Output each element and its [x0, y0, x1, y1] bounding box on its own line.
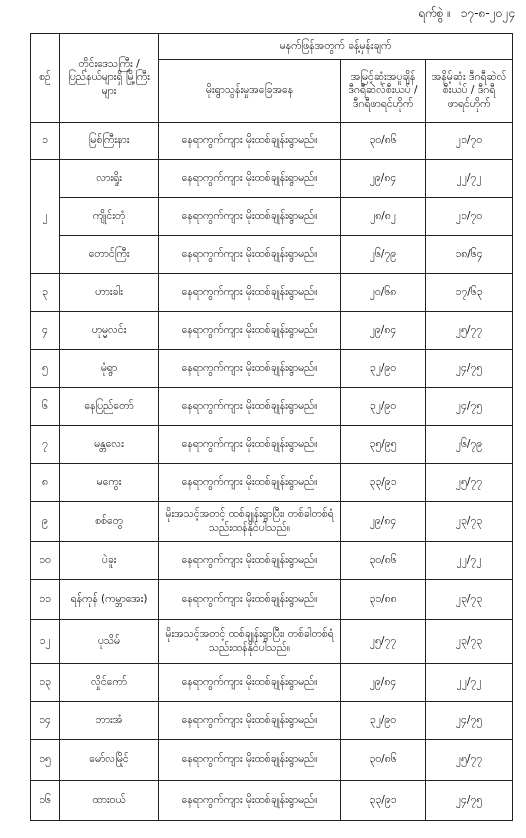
temp-max: ၂၃/၇၃ — [426, 502, 513, 542]
table-row — [31, 740, 513, 781]
header-condition: မိုးရွာသွန်းမှုအခြေအနေ — [159, 60, 341, 123]
city-name: နေပြည်တော် — [60, 388, 159, 426]
rain-condition: နေရာကွက်ကျား မိုးထစ်ချုန်းရွာမည်။ — [159, 274, 341, 312]
table-row — [31, 464, 513, 502]
city-name: ပုသိမ် — [60, 620, 159, 664]
temp-max: ၂၁/၇၀ — [426, 123, 513, 160]
row-number: ၁၅ — [31, 740, 60, 781]
forecast-table — [30, 33, 513, 821]
temp-max: ၂၃/၇၃ — [426, 620, 513, 664]
temp-max: ၂၄/၇၅ — [426, 388, 513, 426]
row-number: ၁၀ — [31, 542, 60, 580]
rain-condition: နေရာကွက်ကျား မိုးထစ်ချုန်းရွာမည်။ — [159, 542, 341, 580]
city-name: ရန်ကုန် (ကမ္ဘာအေး) — [60, 580, 159, 620]
table-row — [31, 502, 513, 542]
temp-min: ၂၉/၈၄ — [341, 664, 426, 702]
temp-min: ၂၉/၈၄ — [341, 502, 426, 542]
temp-min: ၂၆/၇၉ — [341, 236, 426, 274]
temp-min: ၃၅/၉၅ — [341, 426, 426, 464]
header-max-temp: အနိမ့်ဆုံး ဒီဂရီဆဲလ်စီးယပ် / ဒီဂရီဖာရင်ဟိုက် — [426, 60, 513, 123]
temp-min: ၃၃/၉၁ — [341, 781, 426, 821]
rain-condition: နေရာကွက်ကျား မိုးထစ်ချုန်းရွာမည်။ — [159, 123, 341, 160]
table-row — [31, 123, 513, 160]
temp-max: ၂၂/၇၂ — [426, 542, 513, 580]
header-forecast: မနက်ဖြန်အတွက် ခန့်မှန်းချက် — [159, 34, 513, 60]
date-line — [305, 5, 515, 27]
rain-condition: နေရာကွက်ကျား မိုးထစ်ချုန်းရွာမည်။ — [159, 350, 341, 388]
rain-condition: မိုးအသင့်အတင့် ထစ်ချုန်းရွာပြီး၊ တစ်ခါတစ်ရံ သည်းထန်နိုင်ပါသည်။ — [159, 620, 341, 664]
temp-min: ၃၁/၈၈ — [341, 580, 426, 620]
city-name: မကွေး — [60, 464, 159, 502]
temp-min: ၃၃/၉၁ — [341, 464, 426, 502]
city-name: စစ်တွေ — [60, 502, 159, 542]
table-row — [31, 781, 513, 821]
table-row — [31, 664, 513, 702]
table-row — [31, 160, 513, 198]
row-number: ၉ — [31, 502, 60, 542]
table-row — [31, 274, 513, 312]
rain-condition: မိုးအသင့်အတင့် ထစ်ချုန်းရွာပြီး၊ တစ်ခါတစ်ရံ သည်းထန်နိုင်ပါသည်။ — [159, 502, 341, 542]
date-label: ရက်စွဲ ။ — [418, 6, 451, 20]
temp-max: ၂၅/၇၇ — [426, 464, 513, 502]
table-row — [31, 312, 513, 350]
date-value: ၁၇-၈-၂၀၂၄ — [460, 6, 515, 20]
table-row — [31, 350, 513, 388]
temp-min: ၂၉/၈၄ — [341, 160, 426, 198]
temp-min: ၂၅/၇၇ — [341, 620, 426, 664]
table-row — [31, 542, 513, 580]
temp-max: ၂၄/၇၅ — [426, 702, 513, 740]
city-name: ထားဝယ် — [60, 781, 159, 821]
row-number: ၂ — [31, 160, 60, 274]
row-number: ၁၄ — [31, 702, 60, 740]
table-row — [31, 702, 513, 740]
city-name: မုံရွာ — [60, 350, 159, 388]
temp-min: ၂၉/၈၄ — [341, 312, 426, 350]
row-number: ၈ — [31, 464, 60, 502]
city-name: မော်လမြိုင် — [60, 740, 159, 781]
city-name: ဘားအံ — [60, 702, 159, 740]
temp-max: ၁၈/၆၄ — [426, 236, 513, 274]
rain-condition: နေရာကွက်ကျား မိုးထစ်ချုန်းရွာမည်။ — [159, 160, 341, 198]
row-number: ၃ — [31, 274, 60, 312]
temp-max: ၂၄/၇၅ — [426, 350, 513, 388]
header-region: တိုင်းဒေသကြီး / ပြည်နယ်များရှိ မြို့ကြီးများ — [60, 34, 159, 123]
row-number: ၄ — [31, 312, 60, 350]
temp-max: ၂၂/၇၂ — [426, 160, 513, 198]
city-name: မန္တလေး — [60, 426, 159, 464]
rain-condition: နေရာကွက်ကျား မိုးထစ်ချုန်းရွာမည်။ — [159, 198, 341, 236]
table-row — [31, 198, 513, 236]
rain-condition: နေရာကွက်ကျား မိုးထစ်ချုန်းရွာမည်။ — [159, 702, 341, 740]
city-name: ကျိုင်းတုံ — [60, 198, 159, 236]
table-row — [31, 580, 513, 620]
header-min-temp: အမြင့်ဆုံးအပူချိန် ဒီဂရီဆဲလ်စီးယပ် /ဒီဂရီဖာရင်ဟိုက် — [341, 60, 426, 123]
row-number: ၁၆ — [31, 781, 60, 821]
row-number: ၁ — [31, 123, 60, 160]
city-name: လှိုင်ကော် — [60, 664, 159, 702]
temp-min: ၃၂/၉၀ — [341, 388, 426, 426]
table-row — [31, 388, 513, 426]
city-name: ဟုမ္မလင်း — [60, 312, 159, 350]
temp-max: ၂၁/၇၀ — [426, 198, 513, 236]
temp-min: ၃၀/၈၆ — [341, 740, 426, 781]
table-row — [31, 236, 513, 274]
temp-min: ၃၂/၉၀ — [341, 702, 426, 740]
rain-condition: နေရာကွက်ကျား မိုးထစ်ချုန်းရွာမည်။ — [159, 580, 341, 620]
rain-condition: နေရာကွက်ကျား မိုးထစ်ချုန်းရွာမည်။ — [159, 781, 341, 821]
city-name: ဟားခါး — [60, 274, 159, 312]
temp-min: ၃၀/၈၆ — [341, 123, 426, 160]
city-name: လားရှိုး — [60, 160, 159, 198]
temp-max: ၂၅/၇၇ — [426, 312, 513, 350]
city-name: တောင်ကြီး — [60, 236, 159, 274]
city-name: မြစ်ကြီးနား — [60, 123, 159, 160]
temp-min: ၂၈/၈၂ — [341, 198, 426, 236]
rain-condition: နေရာကွက်ကျား မိုးထစ်ချုန်းရွာမည်။ — [159, 464, 341, 502]
rain-condition: နေရာကွက်ကျား မိုးထစ်ချုန်းရွာမည်။ — [159, 664, 341, 702]
temp-min: ၃၂/၉၀ — [341, 350, 426, 388]
temp-max: ၁၇/၆၃ — [426, 274, 513, 312]
rain-condition: နေရာကွက်ကျား မိုးထစ်ချုန်းရွာမည်။ — [159, 426, 341, 464]
temp-max: ၂၄/၇၅ — [426, 781, 513, 821]
temp-max: ၂၂/၇၂ — [426, 664, 513, 702]
table-row — [31, 426, 513, 464]
forecast-rows — [31, 123, 513, 821]
row-number: ၆ — [31, 388, 60, 426]
header-no: စဉ် — [31, 34, 60, 123]
rain-condition: နေရာကွက်ကျား မိုးထစ်ချုန်းရွာမည်။ — [159, 236, 341, 274]
city-name: ပဲခူး — [60, 542, 159, 580]
rain-condition: နေရာကွက်ကျား မိုးထစ်ချုန်းရွာမည်။ — [159, 312, 341, 350]
row-number: ၁၂ — [31, 620, 60, 664]
temp-min: ၃၀/၈၆ — [341, 542, 426, 580]
temp-max: ၂၃/၇၃ — [426, 580, 513, 620]
rain-condition: နေရာကွက်ကျား မိုးထစ်ချုန်းရွာမည်။ — [159, 388, 341, 426]
row-number: ၅ — [31, 350, 60, 388]
rain-condition: နေရာကွက်ကျား မိုးထစ်ချုန်းရွာမည်။ — [159, 740, 341, 781]
row-number: ၇ — [31, 426, 60, 464]
row-number: ၁၁ — [31, 580, 60, 620]
row-number: ၁၃ — [31, 664, 60, 702]
temp-max: ၂၅/၇၇ — [426, 740, 513, 781]
table-row — [31, 620, 513, 664]
temp-max: ၂၆/၇၉ — [426, 426, 513, 464]
temp-min: ၂၀/၆၈ — [341, 274, 426, 312]
